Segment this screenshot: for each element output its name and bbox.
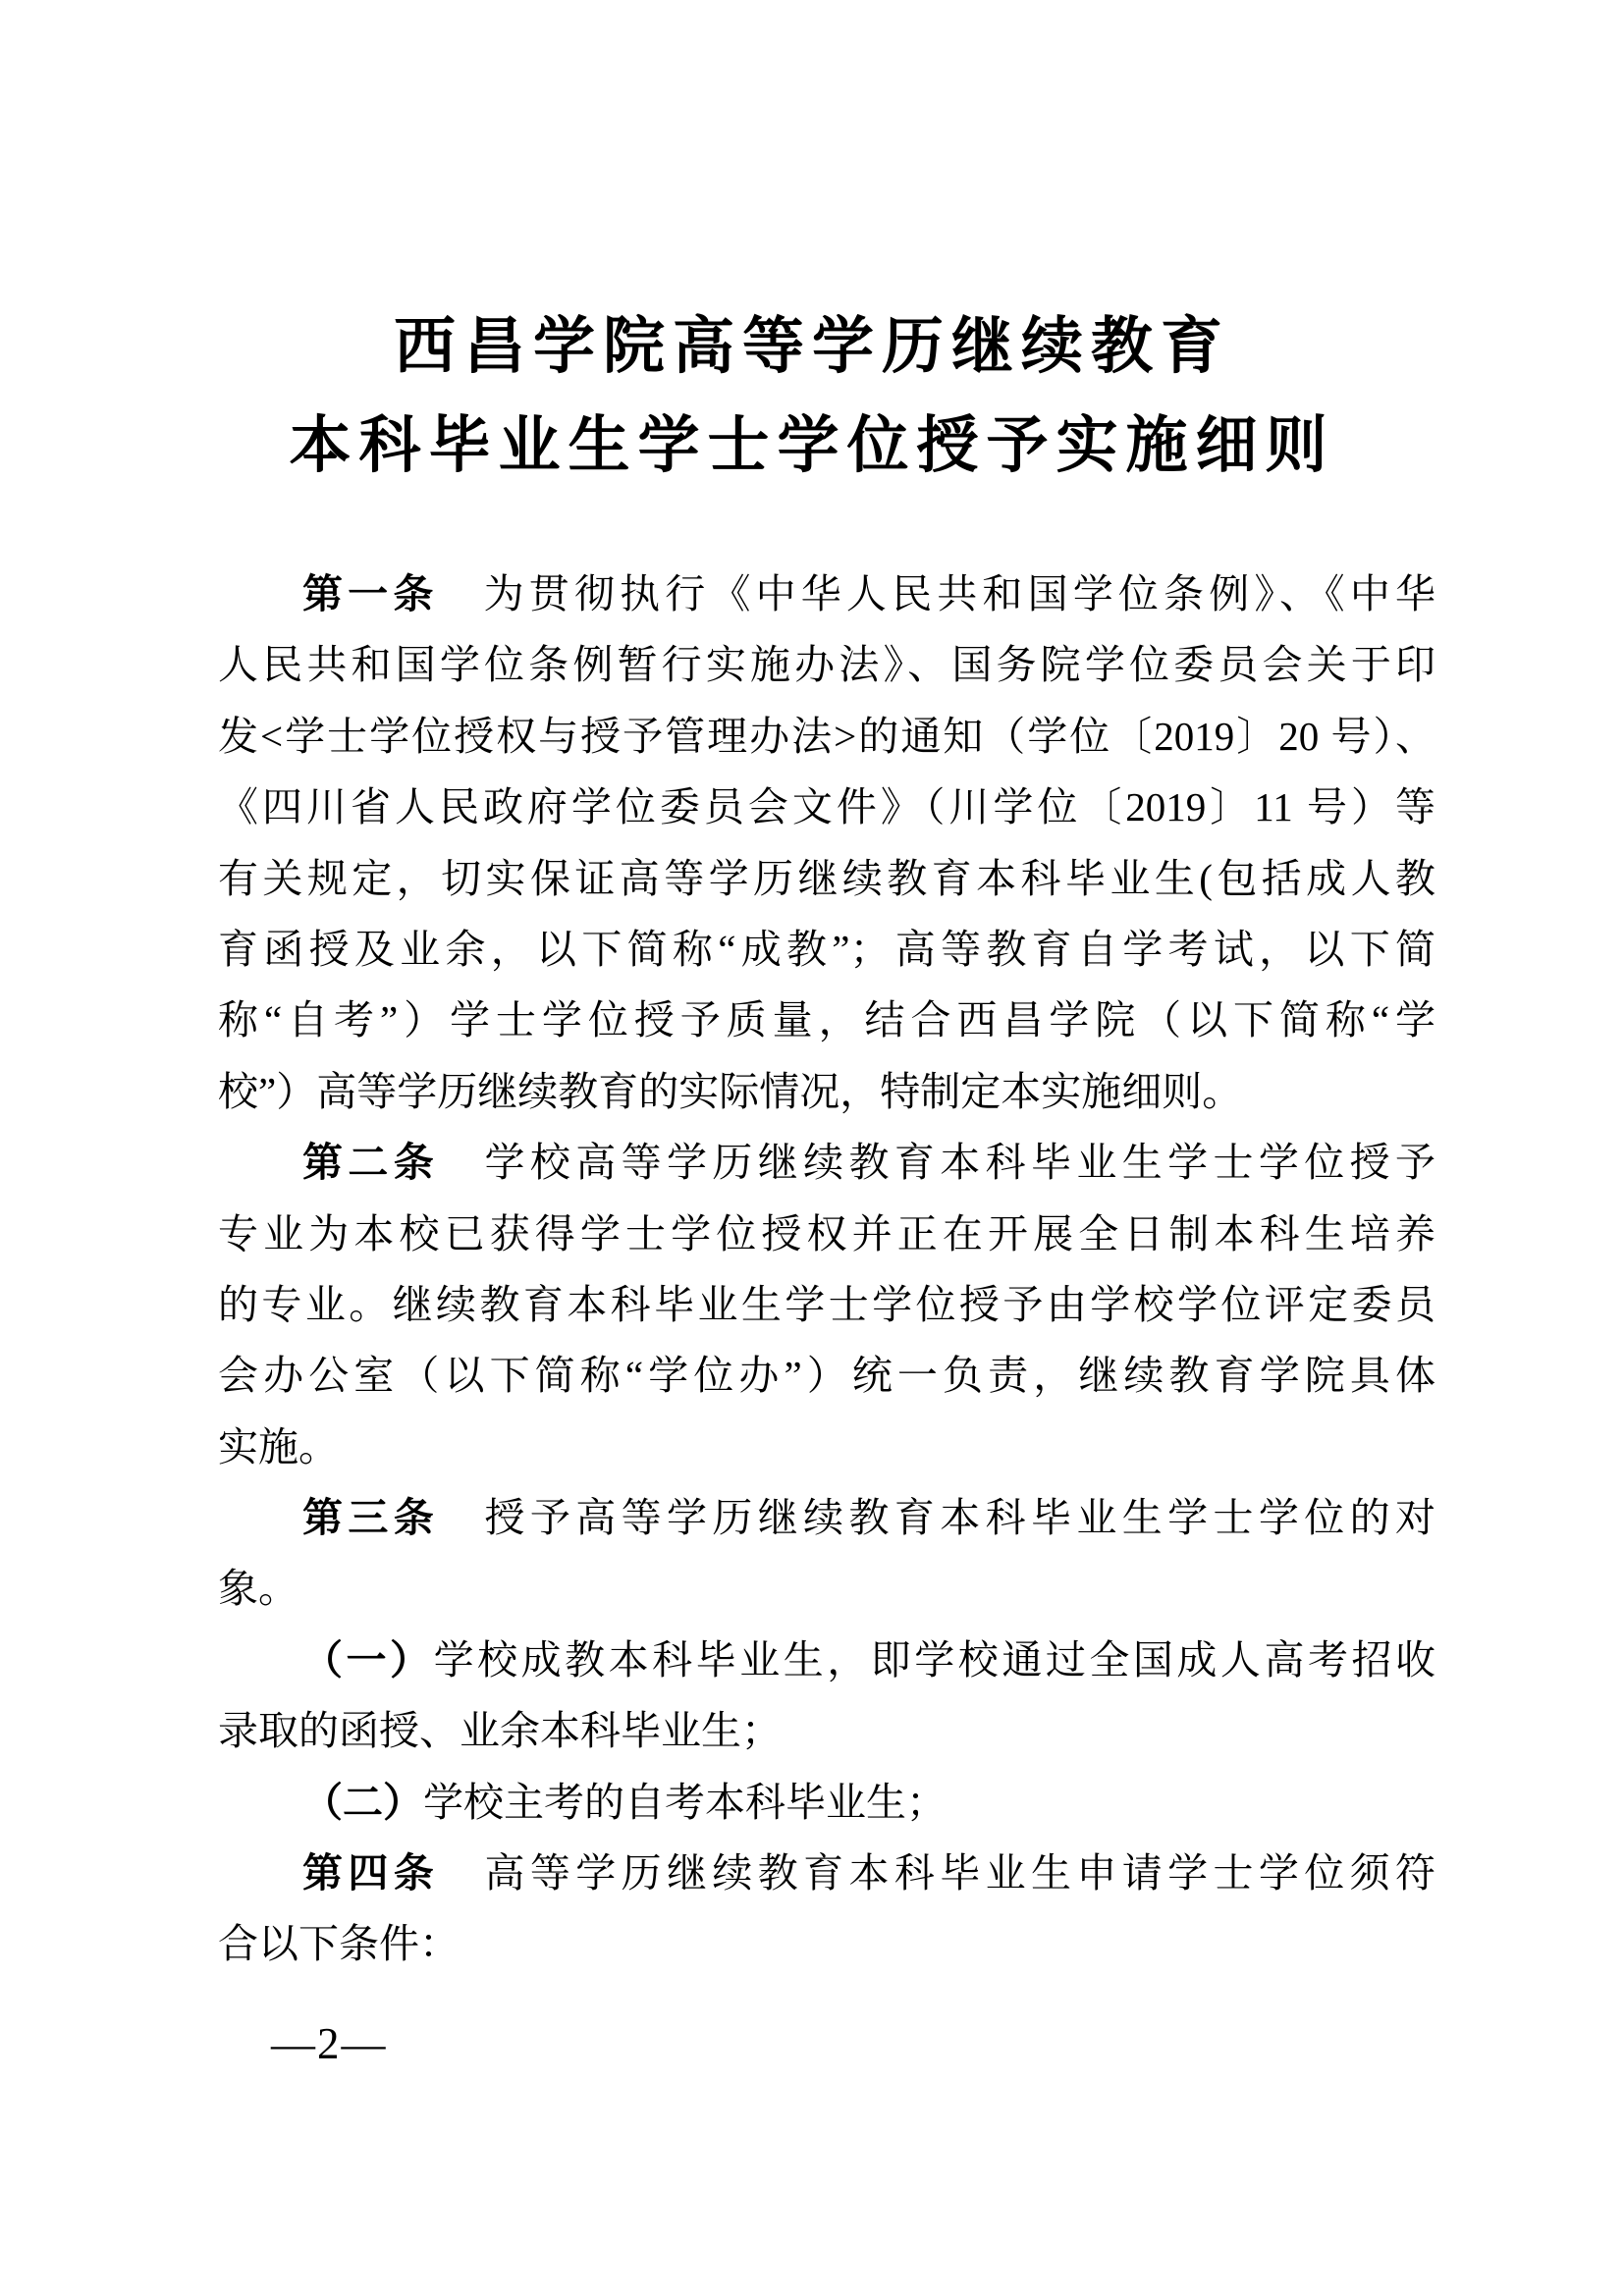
text-line [218, 1340, 1435, 1411]
text-line [218, 1127, 1435, 1198]
text-run: 称“自考”）学士学位授予质量，结合西昌学院（以下简称“学 [218, 997, 1435, 1043]
text-line [218, 1838, 1435, 1908]
text-run: 专业为本校已获得学士学位授权并正在开展全日制本科生培养 [218, 1210, 1435, 1256]
text-run: 实施。 [218, 1423, 339, 1469]
text-line [218, 772, 1435, 842]
text-run: 有关规定，切实保证高等学历继续教育本科毕业生(包括成人教 [218, 855, 1435, 901]
text-run: 校”）高等学历继续教育的实际情况，特制定本实施细则。 [218, 1068, 1243, 1114]
text-line [218, 1625, 1435, 1695]
text-run: 录取的函授、业余本科毕业生； [218, 1708, 782, 1754]
article-label: 第二条 [302, 1140, 440, 1186]
text-line [218, 843, 1435, 914]
text-line [218, 1767, 1435, 1838]
text-run: 会办公室（以下简称“学位办”）统一负责，继续教育学院具体 [218, 1353, 1435, 1399]
text-line [218, 1056, 1435, 1127]
text-run: 为贯彻执行《中华人民共和国学位条例》、《中华 [438, 571, 1435, 616]
text-run: 育函授及业余，以下简称“成教”；高等教育自学考试，以下简 [218, 926, 1435, 972]
text-line [218, 1695, 1435, 1766]
text-line [218, 985, 1435, 1055]
text-line [218, 1553, 1435, 1624]
article-label: （二） [302, 1779, 423, 1825]
title-line-2: 本科毕业生学士学位授予实施细则 [289, 411, 1335, 480]
text-run: 象。 [218, 1566, 298, 1612]
document-body [218, 559, 1435, 1980]
article-label: （一） [302, 1636, 434, 1682]
text-line [218, 1199, 1435, 1269]
text-line [218, 1269, 1435, 1340]
text-run: 发<学士学位授权与授予管理办法>的通知（学位〔2019〕20 号）、 [218, 713, 1435, 759]
text-run: 学校高等学历继续教育本科毕业生学士学位授予 [439, 1140, 1435, 1186]
article-label: 第三条 [302, 1495, 440, 1541]
article-label: 第四条 [302, 1850, 440, 1896]
text-run: 学校主考的自考本科毕业生； [423, 1779, 947, 1825]
text-run: 授予高等学历继续教育本科毕业生学士学位的对 [439, 1495, 1435, 1541]
title-line-1: 西昌学院高等学历继续教育 [394, 312, 1230, 381]
page-number: —2— [271, 2019, 388, 2068]
text-run: 《四川省人民政府学位委员会文件》（川学位〔2019〕11 号）等 [218, 784, 1435, 830]
text-line [218, 629, 1435, 700]
text-run: 的专业。继续教育本科毕业生学士学位授予由学校学位评定委员 [218, 1281, 1435, 1327]
text-line [218, 701, 1435, 772]
text-run: 合以下条件： [218, 1921, 460, 1967]
text-line [218, 1412, 1435, 1482]
article-label: 第一条 [302, 571, 439, 616]
document-title [0, 297, 1624, 496]
text-run: 高等学历继续教育本科毕业生申请学士学位须符 [439, 1850, 1435, 1896]
text-line [218, 559, 1435, 629]
text-line [218, 1908, 1435, 1979]
text-line [218, 1482, 1435, 1553]
text-line [218, 914, 1435, 985]
text-run: 人民共和国学位条例暂行实施办法》、国务院学位委员会关于印 [218, 642, 1435, 688]
text-run: 学校成教本科毕业生，即学校通过全国成人高考招收 [433, 1636, 1435, 1682]
